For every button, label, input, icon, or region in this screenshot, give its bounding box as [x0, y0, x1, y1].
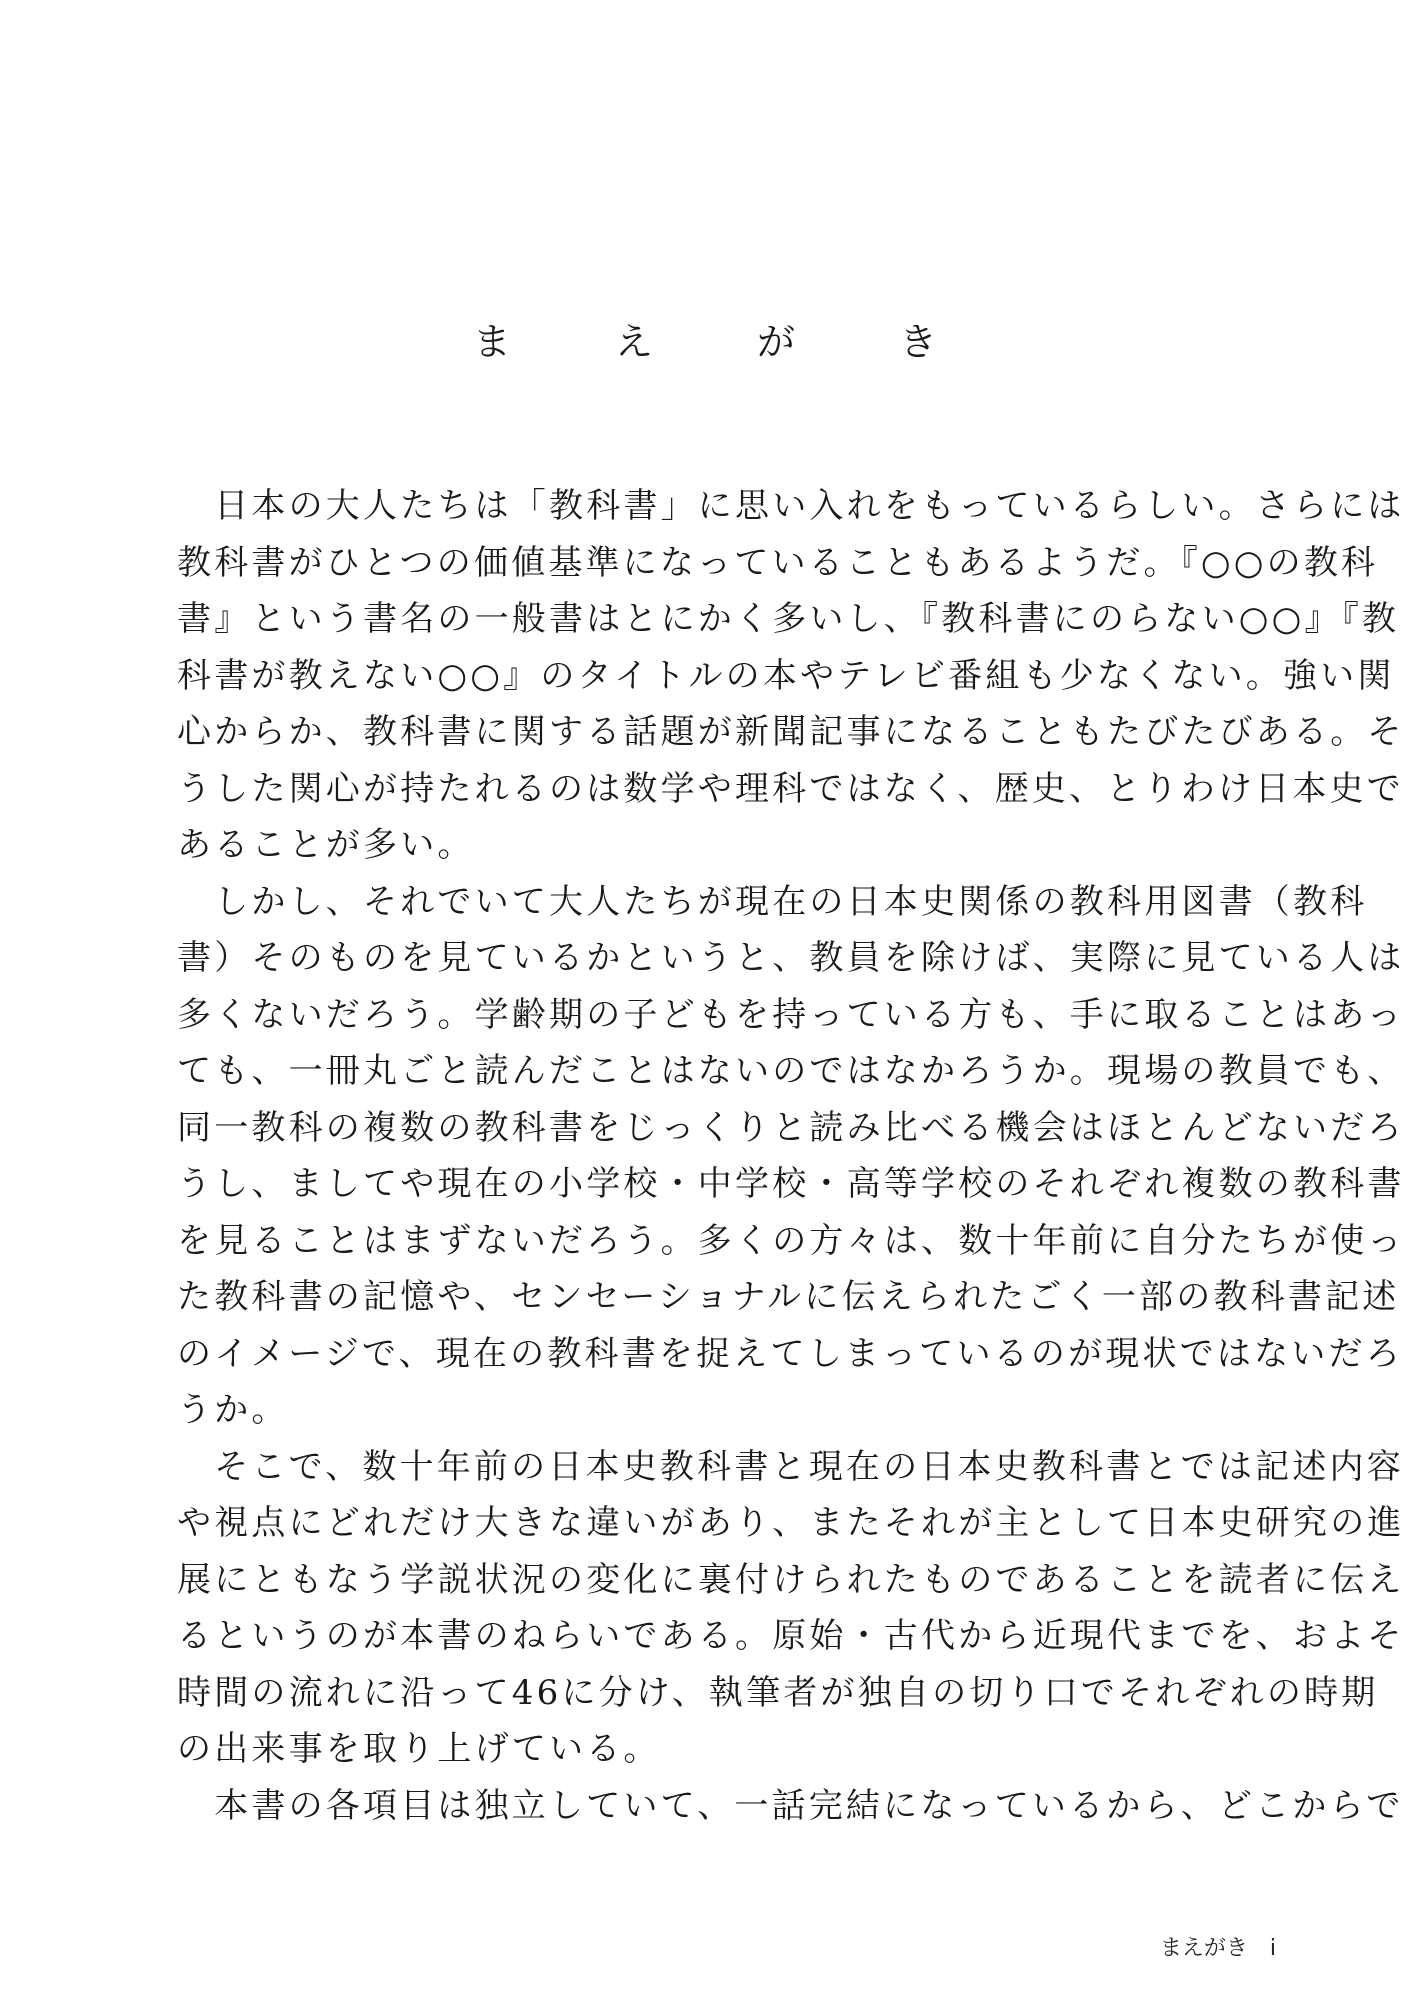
text-line: 展にともなう学説状況の変化に裏付けられたものであることを読者に伝え	[177, 1559, 1405, 1600]
text-line: 科書が教えない○○』のタイトルの本やテレビ番組も少なくない。強い関	[177, 655, 1395, 696]
text-line: た教科書の記憶や、センセーショナルに伝えられたごく一部の教科書記述	[177, 1277, 1400, 1317]
text-line: 心からか、教科書に関する話題が新聞記事になることもたびたびある。そ	[177, 712, 1405, 752]
text-line: そこで、数十年前の日本史教科書と現在の日本史教科書とでは記述内容	[177, 1446, 1404, 1487]
text-line: ても、一冊丸ごと読んだことはないのではなかろうか。現場の教員でも、	[177, 1051, 1405, 1091]
text-line: しかし、それでいて大人たちが現在の日本史関係の教科用図書（教科	[177, 881, 1368, 922]
text-line: うか。	[177, 1390, 289, 1430]
text-line: のイメージで、現在の教科書を捉えてしまっているのが現状ではないだろ	[177, 1333, 1403, 1374]
text-line: を見ることはまずないだろう。多くの方々は、数十年前に自分たちが使っ	[177, 1220, 1405, 1261]
page-number: i	[1269, 1936, 1276, 1961]
text-line: 多くないだろう。学齢期の子どもを持っている方も、手に取ることはあっ	[177, 994, 1405, 1035]
text-line: 本書の各項目は独立していて、一話完結になっているから、どこからで	[177, 1785, 1404, 1826]
page-footer	[1160, 1934, 1276, 1964]
text-line: あることが多い。	[177, 825, 475, 865]
text-line: るというのが本書のねらいである。原始・古代から近現代までを、およそ	[177, 1616, 1405, 1656]
text-line: 同一教科の複数の教科書をじっくりと読み比べる機会はほとんどないだろ	[177, 1107, 1405, 1148]
text-line: うした関心が持たれるのは数学や理科ではなく、歴史、とりわけ日本史で	[177, 768, 1404, 809]
text-line: 書）そのものを見ているかというと、教員を除けば、実際に見ている人は	[177, 938, 1405, 978]
running-head: まえがき	[1159, 1936, 1248, 1961]
text-line: うし、ましてや現在の小学校・中学校・高等学校のそれぞれ複数の教科書	[177, 1164, 1405, 1204]
text-line: 書』という書名の一般書はとにかく多いし、『教科書にのらない○○』『教	[177, 599, 1400, 639]
page-title: ま え が き	[472, 320, 984, 364]
body-text	[177, 478, 1405, 1834]
text-line: 時間の流れに沿って46に分け、執筆者が独自の切り口でそれぞれの時期	[177, 1672, 1379, 1713]
text-line: の出来事を取り上げている。	[177, 1729, 661, 1769]
text-line: 教科書がひとつの価値基準になっていることもあるようだ。『○○の教科	[177, 542, 1379, 583]
text-line: や視点にどれだけ大きな違いがあり、またそれが主として日本史研究の進	[177, 1503, 1405, 1543]
text-line: 日本の大人たちは「教科書」に思い入れをもっているらしい。さらには	[177, 486, 1405, 526]
